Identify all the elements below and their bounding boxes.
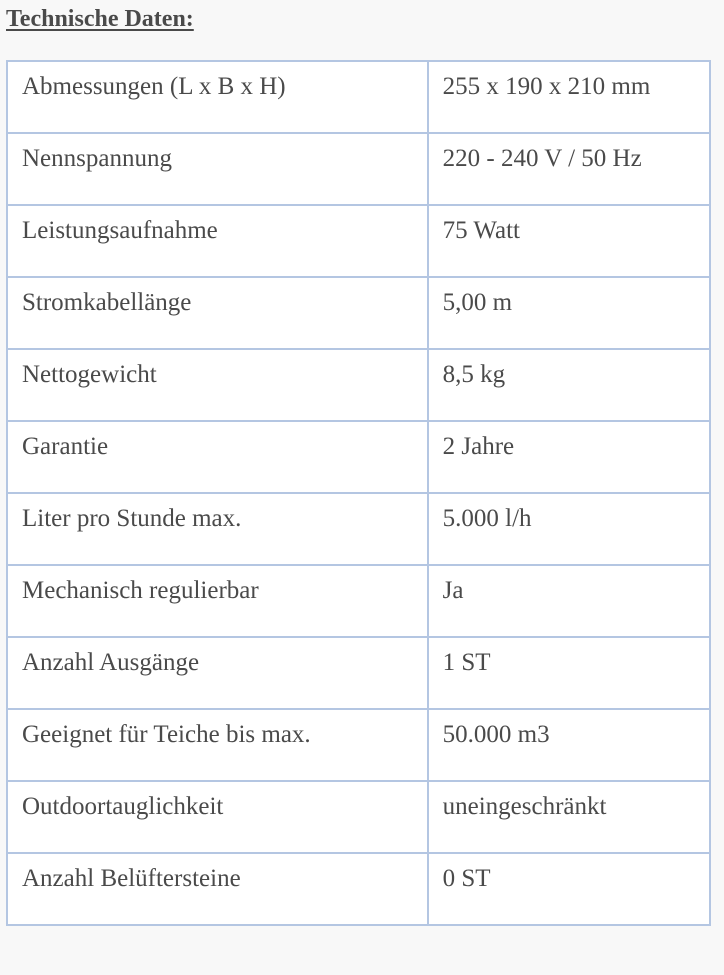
spec-label: Anzahl Belüftersteine	[7, 853, 428, 925]
spec-value: 50.000 m3	[428, 709, 710, 781]
spec-label: Anzahl Ausgänge	[7, 637, 428, 709]
spec-label: Leistungsaufnahme	[7, 205, 428, 277]
table-row	[7, 781, 710, 853]
table-row	[7, 205, 710, 277]
spec-label: Garantie	[7, 421, 428, 493]
technical-specs-table	[6, 60, 711, 926]
table-row	[7, 853, 710, 925]
spec-value: 8,5 kg	[428, 349, 710, 421]
spec-value: 220 - 240 V / 50 Hz	[428, 133, 710, 205]
table-row	[7, 349, 710, 421]
spec-value: 5.000 l/h	[428, 493, 710, 565]
spec-label: Stromkabellänge	[7, 277, 428, 349]
table-row	[7, 565, 710, 637]
spec-value: uneingeschränkt	[428, 781, 710, 853]
section-heading: Technische Daten:	[6, 6, 194, 32]
table-row	[7, 709, 710, 781]
table-row	[7, 421, 710, 493]
spec-label: Nettogewicht	[7, 349, 428, 421]
spec-value: 0 ST	[428, 853, 710, 925]
spec-label: Mechanisch regulierbar	[7, 565, 428, 637]
table-row	[7, 637, 710, 709]
table-row	[7, 61, 710, 133]
table-row	[7, 277, 710, 349]
spec-label: Liter pro Stunde max.	[7, 493, 428, 565]
table-row	[7, 493, 710, 565]
spec-label: Nennspannung	[7, 133, 428, 205]
table-row	[7, 133, 710, 205]
spec-value: 5,00 m	[428, 277, 710, 349]
spec-value: 1 ST	[428, 637, 710, 709]
spec-value: 75 Watt	[428, 205, 710, 277]
spec-label: Geeignet für Teiche bis max.	[7, 709, 428, 781]
spec-value: 255 x 190 x 210 mm	[428, 61, 710, 133]
spec-label: Abmessungen (L x B x H)	[7, 61, 428, 133]
spec-value: Ja	[428, 565, 710, 637]
spec-value: 2 Jahre	[428, 421, 710, 493]
spec-label: Outdoortauglichkeit	[7, 781, 428, 853]
